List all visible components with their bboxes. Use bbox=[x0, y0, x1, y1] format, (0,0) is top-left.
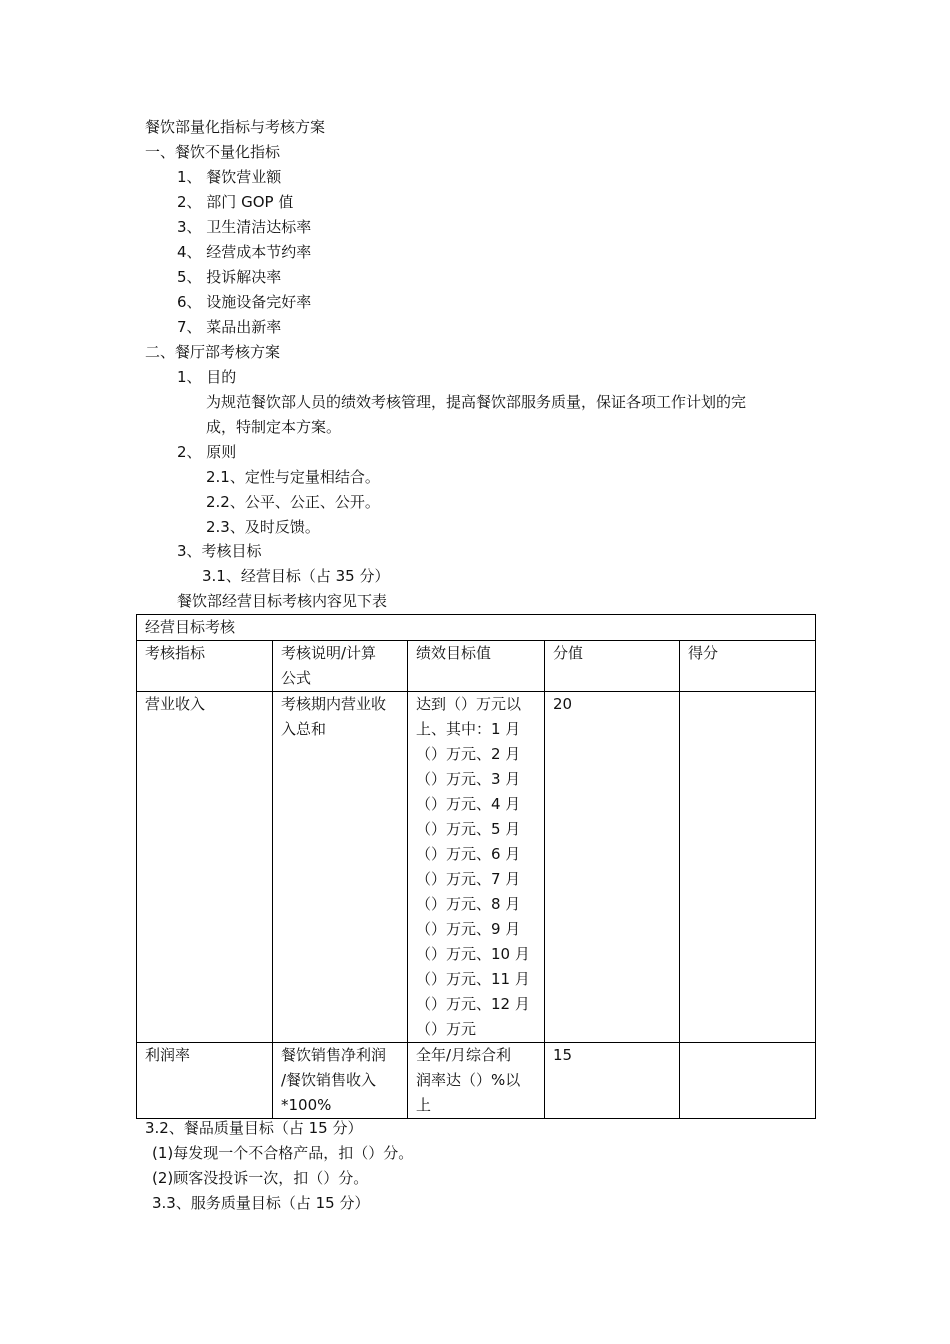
indicator-item: 4、 经营成本节约率 bbox=[177, 243, 312, 261]
header-target: 绩效目标值 bbox=[408, 641, 545, 692]
principle-item: 2.3、及时反馈。 bbox=[206, 518, 320, 536]
cell-line: 达到（）万元以 bbox=[416, 695, 522, 713]
cell-indicator: 利润率 bbox=[137, 1043, 273, 1119]
cell-score-value: 20 bbox=[545, 692, 680, 1043]
cell-line: （）万元、4 月 bbox=[416, 795, 521, 813]
header-score-value: 分值 bbox=[545, 641, 680, 692]
indicator-item: 5、 投诉解决率 bbox=[177, 268, 282, 286]
header-description-line: 公式 bbox=[281, 669, 312, 687]
table-caption-row bbox=[137, 615, 816, 641]
indicator-item: 7、 菜品出新率 bbox=[177, 318, 282, 336]
cell-line: /餐饮销售收入 bbox=[281, 1071, 377, 1089]
service-target-heading: 3.3、服务质量目标（占 15 分） bbox=[152, 1194, 370, 1212]
table-header-row bbox=[137, 641, 816, 692]
cell-line: （）万元、3 月 bbox=[416, 770, 521, 788]
header-description bbox=[273, 641, 408, 692]
cell-line: （）万元、5 月 bbox=[416, 820, 521, 838]
indicator-item: 1、 餐饮营业额 bbox=[177, 168, 282, 186]
business-target-heading: 3.1、经营目标（占 35 分） bbox=[202, 567, 390, 585]
cell-line: （）万元、10 月 bbox=[416, 945, 530, 963]
cell-line: 入总和 bbox=[281, 720, 327, 738]
indicator-item: 2、 部门 GOP 值 bbox=[177, 193, 294, 211]
table-row bbox=[137, 1043, 816, 1119]
cell-line: 上 bbox=[416, 1096, 432, 1114]
cell-line: （）万元、12 月 bbox=[416, 995, 530, 1013]
cell-line: 全年/月综合利 bbox=[416, 1046, 512, 1064]
cell-line: （）万元 bbox=[416, 1020, 477, 1038]
business-target-table bbox=[136, 614, 816, 1119]
cell-score-value: 15 bbox=[545, 1043, 680, 1119]
purpose-text-line-2: 成，特制定本方案。 bbox=[206, 418, 342, 436]
cell-target bbox=[408, 692, 545, 1043]
cell-indicator: 营业收入 bbox=[137, 692, 273, 1043]
cell-line: （）万元、11 月 bbox=[416, 970, 530, 988]
table-caption: 经营目标考核 bbox=[137, 615, 816, 641]
cell-line: 上、其中：1 月 bbox=[416, 720, 521, 738]
cell-target bbox=[408, 1043, 545, 1119]
table-intro: 餐饮部经营目标考核内容见下表 bbox=[177, 592, 388, 610]
table-row bbox=[137, 692, 816, 1043]
principle-label: 2、 原则 bbox=[177, 443, 237, 461]
cell-score bbox=[680, 1043, 816, 1119]
cell-line: （）万元、7 月 bbox=[416, 870, 521, 888]
purpose-text-line-1: 为规范餐饮部人员的绩效考核管理，提高餐饮部服务质量，保证各项工作计划的完 bbox=[206, 393, 747, 411]
cell-line: （）万元、6 月 bbox=[416, 845, 521, 863]
cell-line: *100% bbox=[281, 1096, 332, 1114]
cell-description bbox=[273, 1043, 408, 1119]
cell-description bbox=[273, 692, 408, 1043]
indicator-item: 3、 卫生清洁达标率 bbox=[177, 218, 312, 236]
principle-item: 2.1、定性与定量相结合。 bbox=[206, 468, 380, 486]
document-title: 餐饮部量化指标与考核方案 bbox=[145, 118, 326, 136]
header-description-line: 考核说明/计算 bbox=[281, 644, 377, 662]
quality-rule-item: (1)每发现一个不合格产品，扣（）分。 bbox=[152, 1144, 414, 1162]
cell-line: 餐饮销售净利润 bbox=[281, 1046, 387, 1064]
target-label: 3、考核目标 bbox=[177, 542, 262, 560]
principle-item: 2.2、公平、公正、公开。 bbox=[206, 493, 380, 511]
header-score: 得分 bbox=[680, 641, 816, 692]
header-indicator: 考核指标 bbox=[137, 641, 273, 692]
cell-line: （）万元、2 月 bbox=[416, 745, 521, 763]
section-1-heading: 一、餐饮不量化指标 bbox=[145, 143, 281, 161]
purpose-label: 1、 目的 bbox=[177, 368, 237, 386]
cell-line: 润率达（）%以 bbox=[416, 1071, 521, 1089]
cell-score bbox=[680, 692, 816, 1043]
quality-target-heading: 3.2、餐品质量目标（占 15 分） bbox=[145, 1119, 363, 1137]
cell-line: 考核期内营业收 bbox=[281, 695, 387, 713]
indicator-item: 6、 设施设备完好率 bbox=[177, 293, 312, 311]
cell-line: （）万元、9 月 bbox=[416, 920, 521, 938]
section-2-heading: 二、餐厅部考核方案 bbox=[145, 343, 281, 361]
cell-line: （）万元、8 月 bbox=[416, 895, 521, 913]
quality-rule-item: (2)顾客没投诉一次，扣（）分。 bbox=[152, 1169, 369, 1187]
